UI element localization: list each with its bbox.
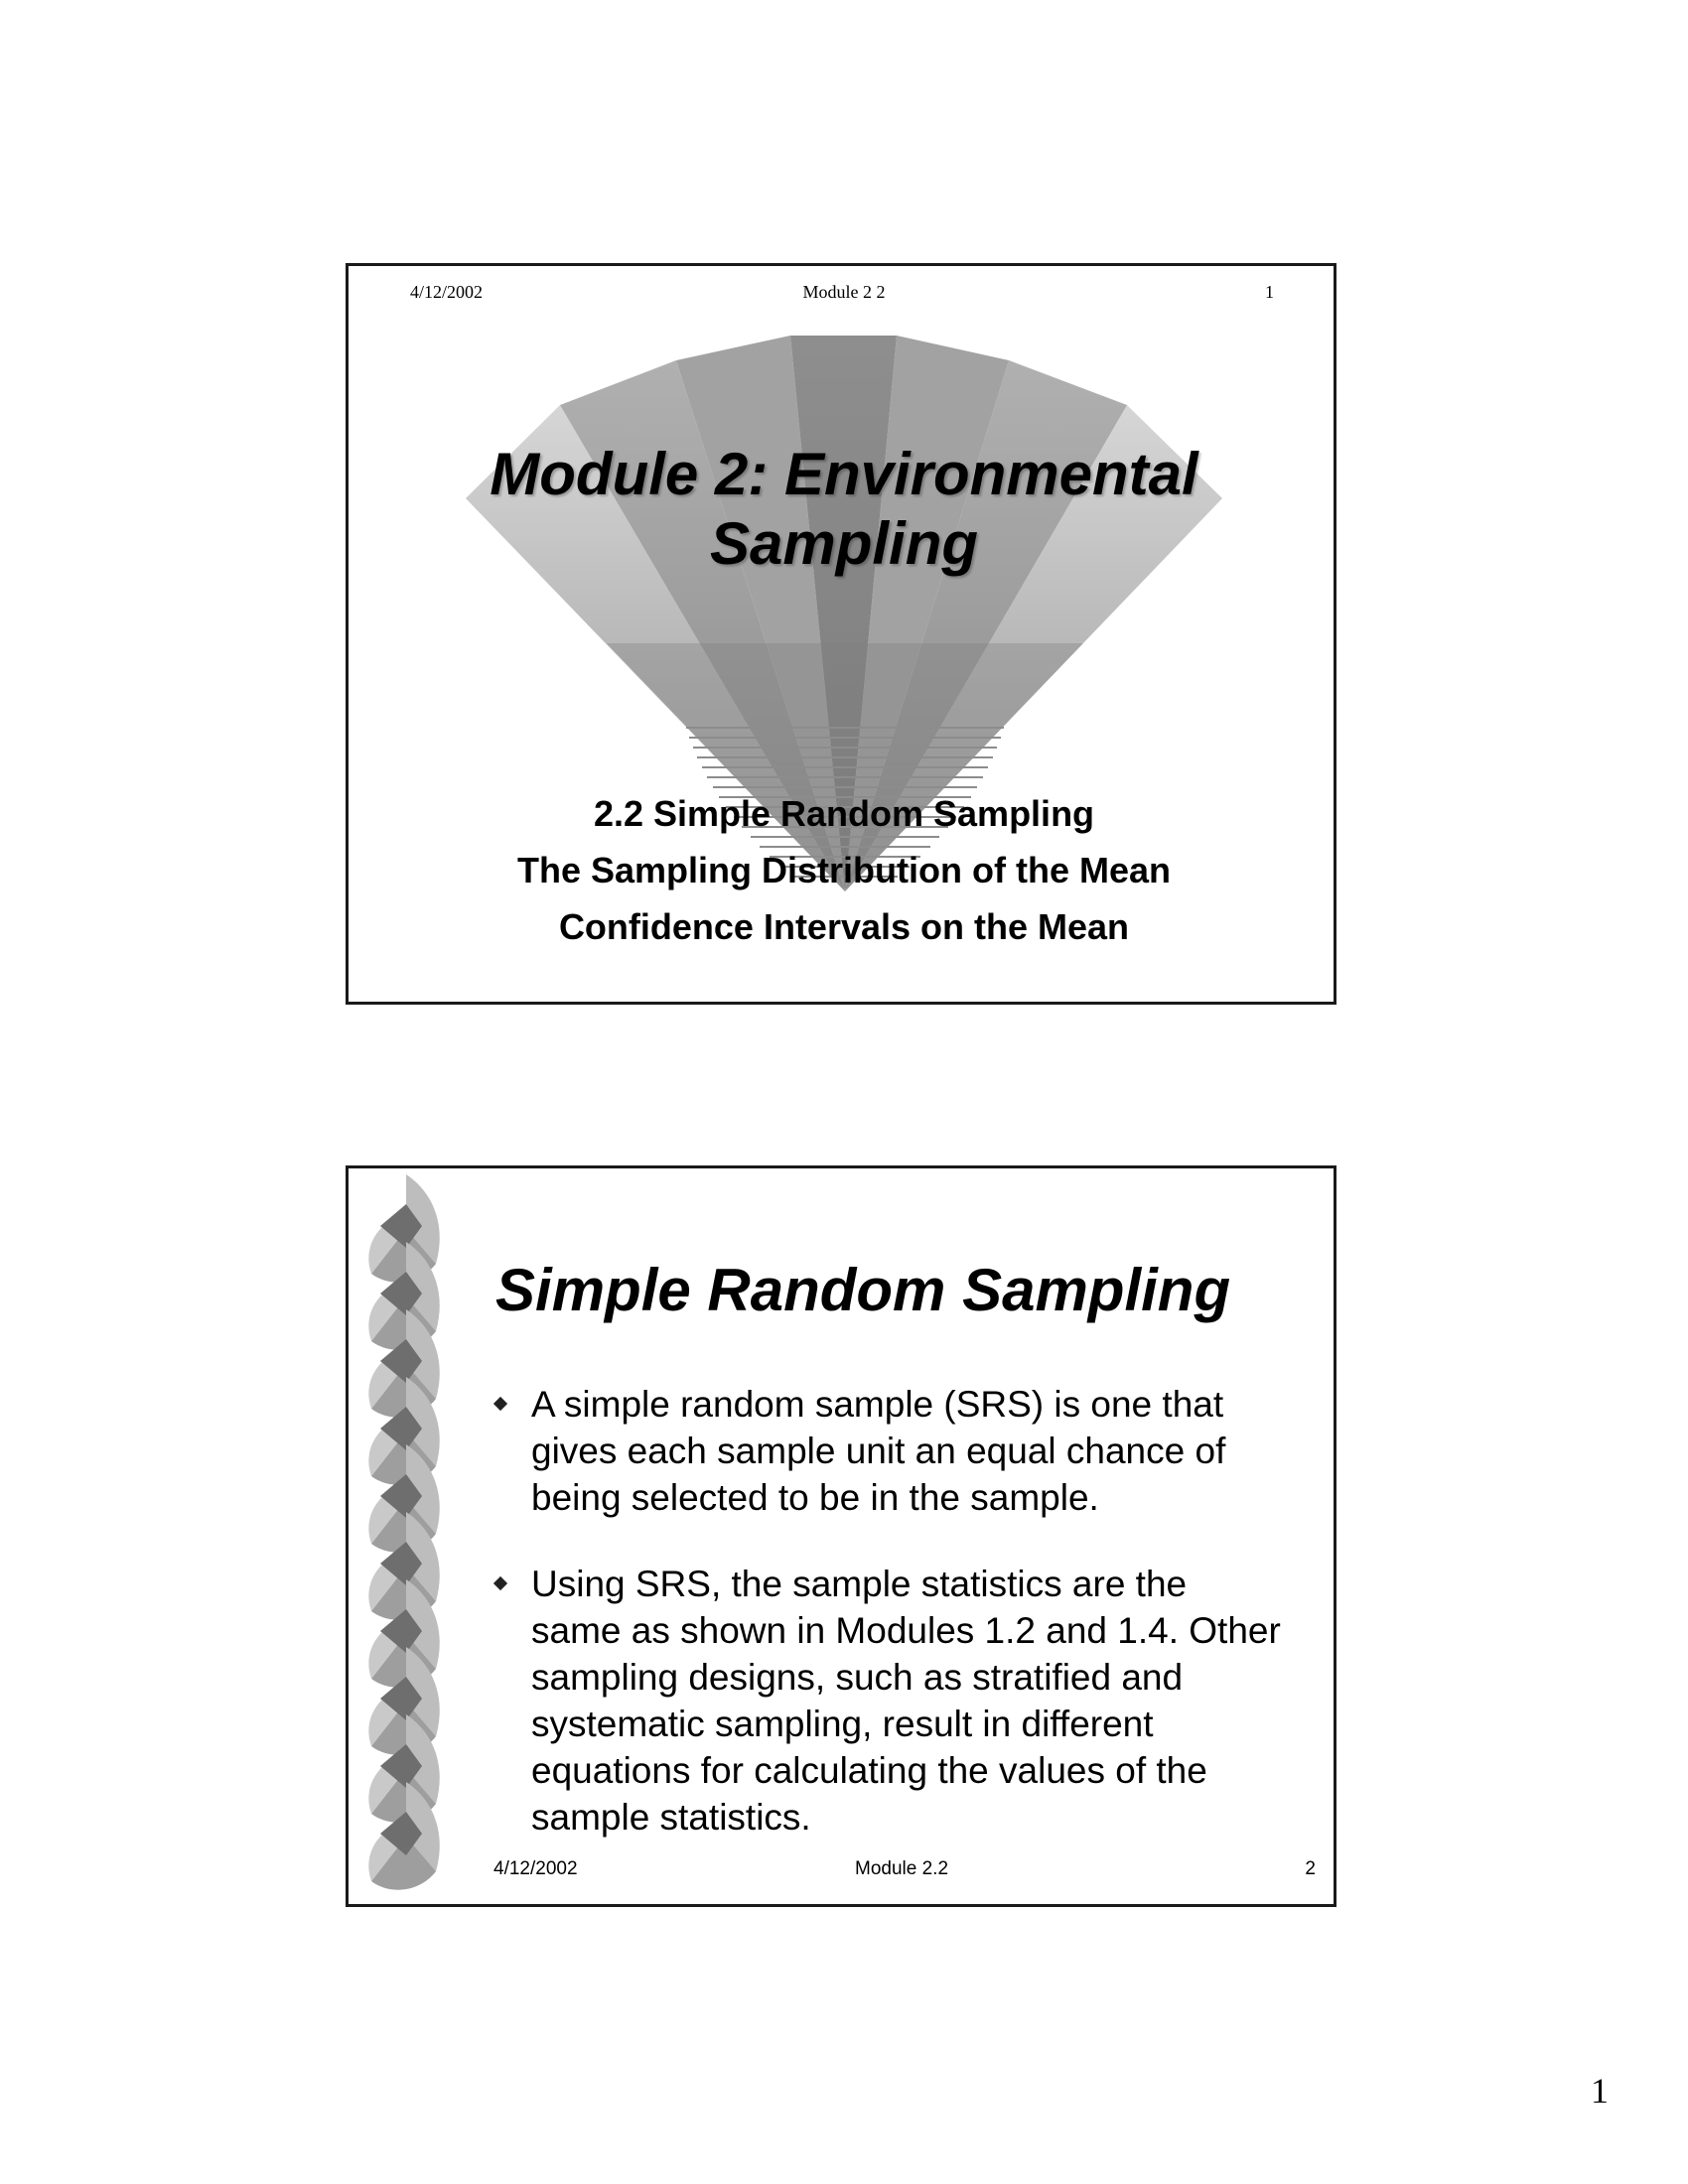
slide-date: 4/12/2002 [410,282,484,302]
slide-subtitle [349,785,1336,955]
slide-title: Simple Random Sampling [495,1257,1231,1323]
slide-title [349,440,1336,579]
subtitle-line-2: The Sampling Distribution of the Mean [516,850,1171,890]
fan-strip-decoration [366,1174,476,1899]
slide-module: Module 2 2 [802,282,886,302]
subtitle-line-1: 2.2 Simple Random Sampling [593,793,1095,834]
slide-number: 1 [1265,282,1274,302]
bullet-text: Using SRS, the sample statistics are the same as shown in Modules 1.2 and 1.4. Other sampling designs, such as stratified and systematic sampling, result in different equations for calculating the values of the sample statistics. [531,1564,1281,1838]
slide-1 [346,263,1336,1005]
slide-number: 2 [1305,1858,1316,1879]
slide-module: Module 2.2 [855,1858,949,1879]
slide-date: 4/12/2002 [493,1858,578,1879]
slide-2 [346,1165,1336,1907]
bullet-text: A simple random sample (SRS) is one that gives each sample unit an equal chance of being selected to be in the sample. [531,1384,1226,1518]
title-line-2: Sampling [709,510,979,577]
diamond-bullet-icon [493,1397,507,1411]
page-number: 1 [1591,2071,1609,2111]
diamond-bullet-icon [493,1576,507,1590]
title-line-1: Module 2: Environmental [490,441,1198,507]
subtitle-line-3: Confidence Intervals on the Mean [558,906,1130,947]
